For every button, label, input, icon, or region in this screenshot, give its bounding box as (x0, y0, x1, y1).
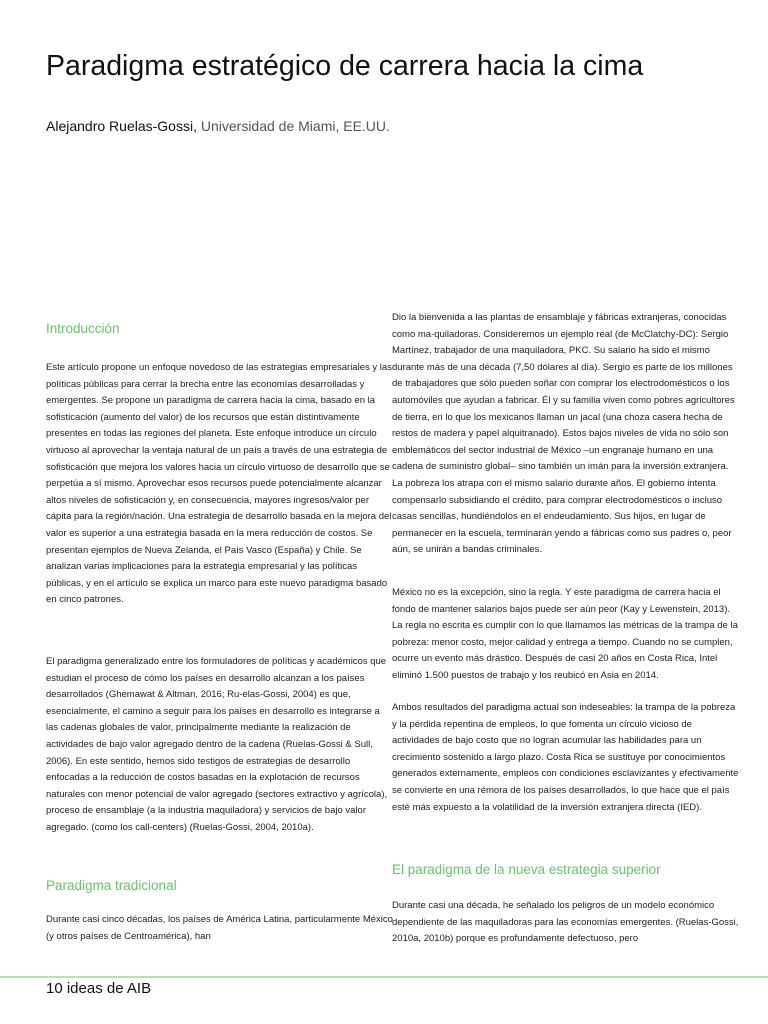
author-line (46, 118, 390, 134)
traditional-paragraph: Durante casi cinco décadas, los países de América Latina, particularmente México (y otros países de Centroamérica), han (46, 914, 393, 942)
page-footer-label: 10 ideas de AIB (46, 980, 152, 997)
author-affiliation: Universidad de Miami, EE.UU. (200, 118, 390, 134)
right-paragraph-1: Dio la bienvenida a las plantas de ensamblaje y fábricas extranjeras, conocidas como ma-quiladoras. Consideremos un ejemplo real (de McClatchy-DC): Sergio Martínez, trabajador de una maquiladora, PKC. Su salario ha sido el mismo durante más de una década (7,50 dólares al día). Sergio es parte de los millones de trabajadores que sólo pueden soñar con comprar los electrodomésticos o los automóviles que ayudan a fabricar. Él y su familia viven como pobres agricultores de tierra, en lo que los mexicanos llaman un jacal (una choza casera hecha de restos de madera y papel alquitranado). Estos bajos niveles de vida no sólo son emblemáticos del sector industrial de México –un engranaje humano en una cadena de suministro global– sino también un imán para la inversión extranjera. La pobreza los atrapa con el mismo salario durante años. El gobierno intenta compensarlo subsidiando el crédito, para comprar electrodomésticos o incluso casas sencillas, hundiéndolos en el endeudamiento. Sus hijos, en lugar de permanecer en la escuela, terminarán yendo a fábricas como sus padres o, peor aún, se unirán a bandas criminales. (392, 312, 735, 556)
right-paragraph-3: Ambos resultados del paradigma actual son indeseables: la trampa de la pobreza y la pérdida repentina de empleos, lo que fomenta un círculo vicioso de actividades de bajo costo que no logran acumular las habilidades para un crecimiento sostenido a largo plazo. Costa Rica se sustituye por conocimientos generados externamente, empleos con condiciones esclavizantes y efectivamente se convierte en una rémora de los países desarrollados, lo que hace que el país esté más expuesto a la volatilidad de la inversión extranjera directa (IED). (392, 702, 739, 813)
footer-rule (0, 976, 768, 978)
intro-paragraph-1: Este artículo propone un enfoque novedoso de las estrategias empresariales y las políticas públicas para cerrar la brecha entre las economías desarrolladas y emergentes. Se propone un paradigma de carrera hacia la cima, basado en la sofisticación (aumento del valor) de los recursos que están distintivamente presentes en todas las regiones del planeta. Este enfoque introduce un círculo virtuoso al aprovechar la ventaja natural de un país a través de una estrategia de sofisticación que mejora los valores hacia un círculo virtuoso de desarrollo que se perpetúa a sí mismo. Aprovechar esos recursos puede potencialmente alcanzar altos niveles de sofisticación y, en consecuencia, mayores ingresos/valor per cápita para la región/nación. Una estrategia de desarrollo basada en la mejora del valor es superior a una estrategia basada en la mera reducción de costos. Se presentan ejemplos de Nueva Zelanda, el País Vasco (España) y Chile. Se analizan varias implicaciones para la estrategia empresarial y las políticas públicas, y en el artículo se explica un marco para este nuevo paradigma basado en cinco patrones. (46, 362, 392, 606)
right-paragraph-2: México no es la excepción, sino la regla. Y este paradigma de carrera hacia el fondo de mantener salarios bajos puede ser aún peor (Kay y Lewenstein, 2013). La regla no escrita es cumplir con lo que llamamos las métricas de la trampa de la pobreza: menor costo, mejor calidad y entrega a tiempo. Cuando no se cumplen, ocurre un evento más drástico. Después de casi 20 años en Costa Rica, Intel eliminó 1.500 puestos de trabajo y los reubicó en Asia en 2014. (392, 587, 738, 681)
article-title: Paradigma estratégico de carrera hacia la cima (46, 50, 644, 82)
author-name: Alejandro Ruelas-Gossi, (46, 118, 197, 134)
section-heading-nueva-estrategia: El paradigma de la nueva estrategia superior (392, 862, 661, 877)
section-heading-introduccion: Introducción (46, 321, 120, 336)
right-paragraph-4: Durante casi una década, he señalado los peligros de un modelo económico dependiente de las maquiladoras para las economías emergentes. (Ruelas-Gossi, 2010a, 2010b) porque es profundamente defectuoso, pero (392, 900, 739, 945)
section-heading-paradigma-tradicional: Paradigma tradicional (46, 878, 177, 893)
intro-paragraph-2: El paradigma generalizado entre los formuladores de políticas y académicos que estudian el proceso de cómo los países en desarrollo alcanzan a los países desarrollados (Ghemawat & Altman, 2016; Ru-elas-Gossi, 2004) es que, esencialmente, el camino a seguir para los países en desarrollo es integrarse a las cadenas globales de valor, principalmente mediante la realización de actividades de bajo valor agregado dentro de la cadena (Ruelas-Gossi & Sull, 2006). En este sentido, hemos sido testigos de estrategias de desarrollo enfocadas a la reducción de costos basadas en la explotación de recursos naturales con menor potencial de valor agregado (sectores extractivo y agrícola), proceso de ensamblaje (a la industria maquiladora) y servicios de bajo valor agregado. (como los call-centers) (Ruelas-Gossi, 2004, 2010a). (46, 656, 388, 833)
